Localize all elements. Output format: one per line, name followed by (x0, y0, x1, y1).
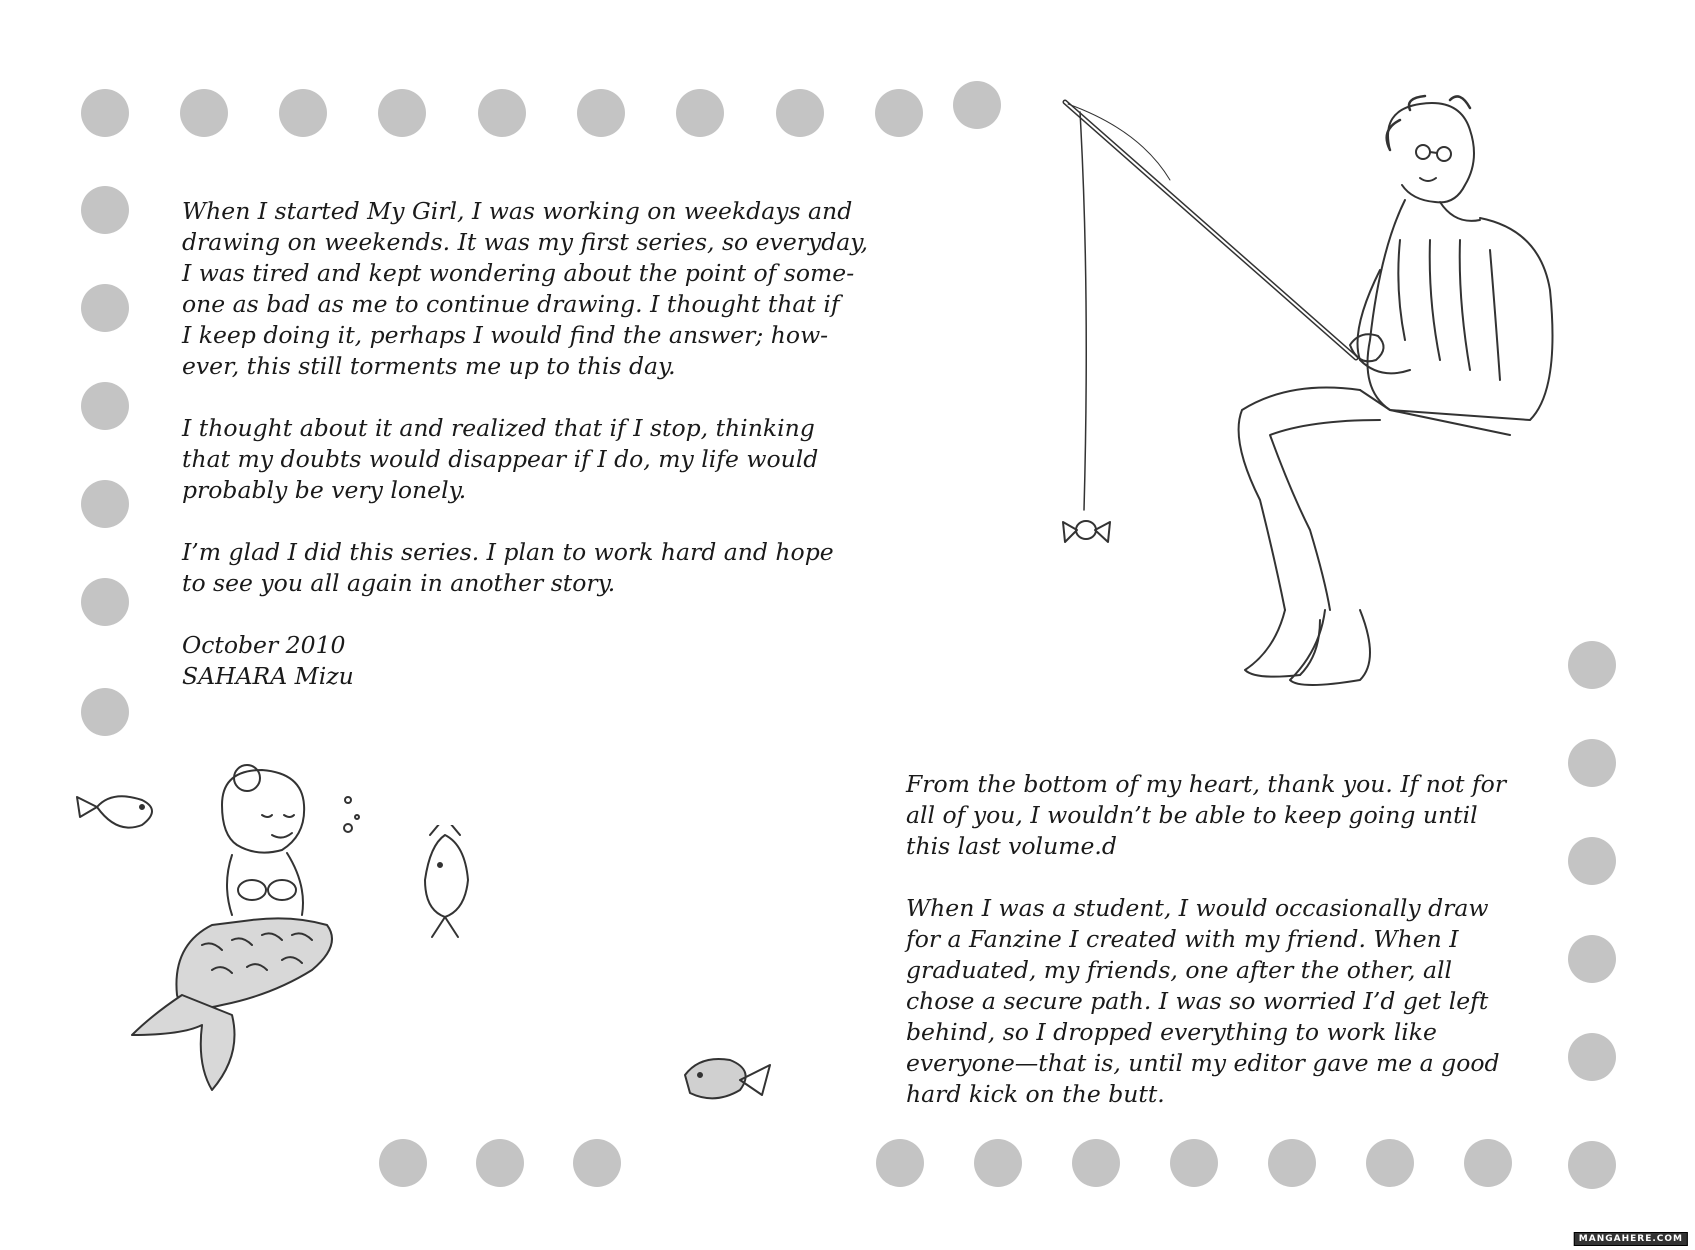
note-author: SAHARA Mizu (182, 662, 354, 690)
border-dot (776, 89, 824, 137)
border-dot (1268, 1139, 1316, 1187)
border-dot (476, 1139, 524, 1187)
note-paragraph: From the bottom of my heart, thank you. If not for all of you, I wouldn’t be able to keep going until this last volume.d (906, 770, 1507, 860)
border-dot (81, 688, 129, 736)
border-dot (1568, 1141, 1616, 1189)
border-dot (81, 480, 129, 528)
border-dot (81, 284, 129, 332)
note-paragraph: I thought about it and realized that if I stop, thinking that my doubts would disappear if I do, my life would probably be very lonely. (182, 414, 819, 504)
border-dot (81, 89, 129, 137)
border-dot (1464, 1139, 1512, 1187)
note-paragraph: I’m glad I did this series. I plan to work hard and hope to see you all again in another story. (182, 538, 834, 597)
border-dot (577, 89, 625, 137)
border-dot (1170, 1139, 1218, 1187)
border-dot (1072, 1139, 1120, 1187)
border-dot (81, 578, 129, 626)
border-dot (180, 89, 228, 137)
border-dot (876, 1139, 924, 1187)
border-dot (1366, 1139, 1414, 1187)
man-fishing-illustration (1060, 90, 1620, 750)
watermark: MANGAHERE.COM (1574, 1232, 1688, 1246)
note-paragraph: When I started My Girl, I was working on weekdays and drawing on weekends. It was my first series, so everyday, I was tired and kept wondering about the point of some- one as bad as me to continue drawing. I thought that if I keep doing it, perhaps I would find the answer; how- ever, this still torments me up to this day. (182, 197, 868, 380)
border-dot (279, 89, 327, 137)
author-note-left (182, 196, 942, 692)
border-dot (953, 81, 1001, 129)
border-dot (379, 1139, 427, 1187)
author-note-right (906, 769, 1626, 1110)
note-paragraph: When I was a student, I would occasionally draw for a Fanzine I created with my friend. When I graduated, my friends, one after the other, all chose a secure path. I was so worried I’d get left behind, so I dropped everything to work like everyone—that is, until my editor gave me a good hard kick on the butt. (906, 894, 1500, 1108)
border-dot (81, 382, 129, 430)
fish-illustration (410, 825, 790, 1115)
border-dot (974, 1139, 1022, 1187)
border-dot (676, 89, 724, 137)
border-dot (81, 186, 129, 234)
border-dot (378, 89, 426, 137)
border-dot (573, 1139, 621, 1187)
border-dot (478, 89, 526, 137)
border-dot (875, 89, 923, 137)
note-date: October 2010 (182, 631, 346, 659)
